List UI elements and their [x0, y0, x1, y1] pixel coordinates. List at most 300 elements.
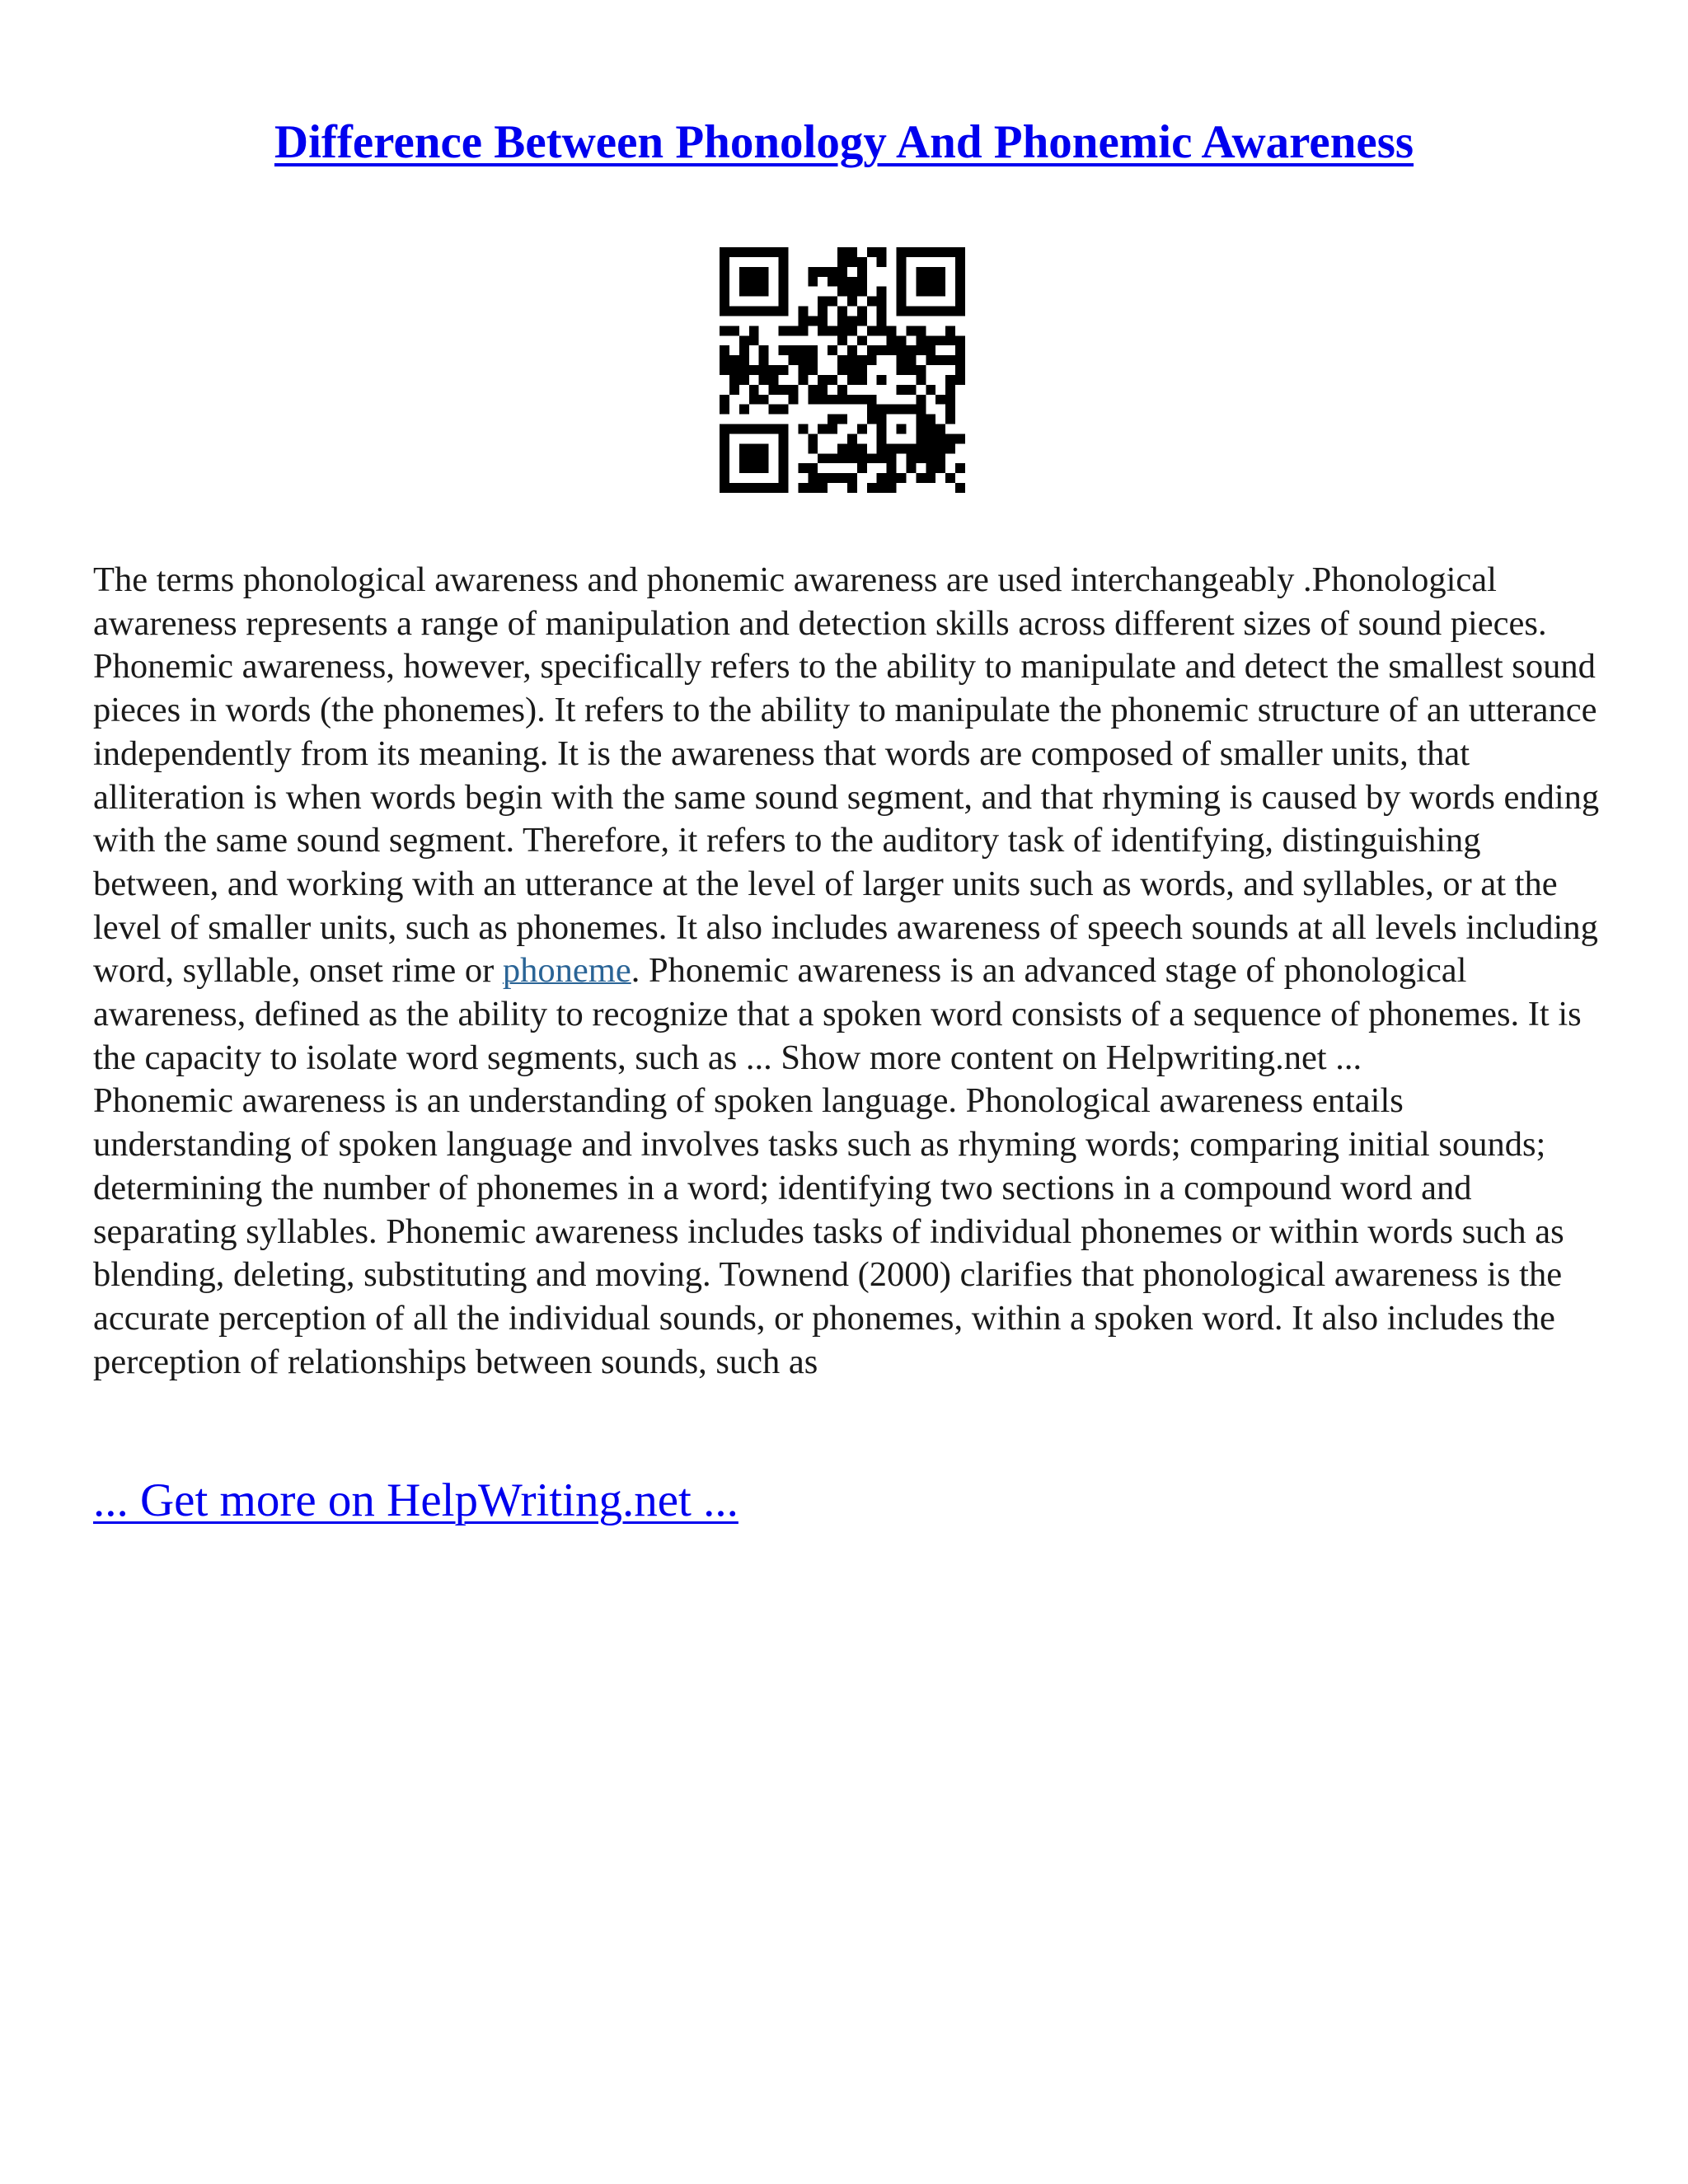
qr-module: [808, 434, 818, 443]
qr-module: [798, 463, 808, 473]
qr-module: [955, 365, 965, 375]
qr-module: [847, 483, 857, 493]
qr-module: [837, 247, 847, 257]
qr-module: [739, 247, 749, 257]
qr-module: [818, 424, 828, 434]
qr-module: [769, 365, 779, 375]
qr-module: [818, 316, 828, 326]
qr-module: [867, 483, 877, 493]
qr-module: [877, 326, 887, 335]
qr-module: [749, 385, 759, 395]
qr-module: [749, 365, 759, 375]
qr-module: [720, 483, 729, 493]
paragraph-2: Phonemic awareness is an understanding of spoken language. Phonological awareness entails understanding of spoken language and involves tasks such as rhyming words; comparing initial sounds; determining the number of phonemes in a word; identifying two sections in a compound word and separating syllables. Phonemic awareness includes tasks of individual phonemes or within words such as blending, deleting, substituting and moving. Townend (2000) clarifies that phonological awareness is the accurate perception of all the individual sounds, or phonemes, within a spoken word. It also includes the perception of relationships between sounds, such as: [93, 1081, 1564, 1381]
qr-module: [788, 355, 798, 365]
qr-module: [887, 453, 897, 463]
qr-module: [897, 307, 907, 316]
qr-module: [720, 345, 729, 355]
qr-module: [828, 345, 837, 355]
qr-module: [837, 355, 847, 365]
qr-module: [916, 415, 926, 424]
qr-module: [729, 424, 739, 434]
qr-module: [749, 395, 759, 405]
qr-module: [769, 483, 779, 493]
qr-module: [935, 453, 945, 463]
qr-module: [877, 257, 887, 267]
qr-module: [779, 297, 789, 307]
qr-module: [955, 355, 965, 365]
qr-module: [877, 405, 887, 415]
qr-module: [857, 267, 867, 277]
qr-module: [769, 307, 779, 316]
qr-module: [897, 287, 907, 297]
qr-module: [847, 365, 857, 375]
qr-module: [926, 335, 935, 345]
qr-module: [935, 463, 945, 473]
qr-module: [759, 453, 769, 463]
qr-module: [818, 375, 828, 385]
qr-module: [828, 424, 837, 434]
qr-module: [847, 277, 857, 287]
qr-module: [798, 316, 808, 326]
qr-module: [877, 297, 887, 307]
qr-module: [926, 453, 935, 463]
qr-module: [739, 453, 749, 463]
qr-module: [759, 307, 769, 316]
qr-module: [798, 326, 808, 335]
qr-module: [779, 424, 789, 434]
qr-module: [720, 326, 729, 335]
qr-module: [867, 355, 877, 365]
qr-module: [897, 385, 907, 395]
qr-module: [916, 267, 926, 277]
qr-module: [926, 385, 935, 395]
qr-module: [955, 257, 965, 267]
qr-module: [906, 463, 916, 473]
qr-module: [739, 287, 749, 297]
qr-module: [739, 365, 749, 375]
qr-module: [857, 316, 867, 326]
qr-module: [847, 395, 857, 405]
qr-module: [779, 345, 789, 355]
qr-module: [798, 365, 808, 375]
qr-module: [828, 473, 837, 483]
qr-module: [877, 434, 887, 443]
qr-module: [798, 424, 808, 434]
qr-module: [828, 277, 837, 287]
qr-module: [897, 297, 907, 307]
qr-module: [779, 277, 789, 287]
qr-code-graphic: [720, 247, 965, 493]
qr-module: [759, 365, 769, 375]
qr-module: [749, 267, 759, 277]
qr-module: [877, 247, 887, 257]
qr-module: [926, 267, 935, 277]
qr-module: [818, 267, 828, 277]
qr-module: [955, 307, 965, 316]
qr-module: [798, 345, 808, 355]
qr-module: [877, 473, 887, 483]
qr-module: [955, 463, 965, 473]
qr-module: [739, 424, 749, 434]
qr-module: [847, 297, 857, 307]
qr-module: [945, 405, 955, 415]
qr-module: [739, 267, 749, 277]
qr-module: [877, 375, 887, 385]
qr-module: [788, 385, 798, 395]
qr-module: [916, 287, 926, 297]
qr-code-icon[interactable]: [720, 247, 965, 493]
qr-module: [837, 267, 847, 277]
qr-module: [739, 375, 749, 385]
qr-module: [779, 287, 789, 297]
qr-module: [877, 443, 887, 453]
qr-module: [916, 453, 926, 463]
qr-module: [867, 395, 877, 405]
qr-module: [916, 307, 926, 316]
qr-module: [887, 335, 897, 345]
qr-module: [808, 365, 818, 375]
qr-module: [720, 395, 729, 405]
qr-module: [749, 483, 759, 493]
paragraph-1: [93, 559, 1601, 1080]
qr-module: [926, 355, 935, 365]
qr-module: [906, 443, 916, 453]
paragraph-1-continuation: . Phonemic awareness is an advanced stage of phonological awareness, defined as the ability to recognize that a spoken word consists of a sequence of phonemes. It is the capacity to isolate word segments, such as ... Show more content on Helpwriting.net ...: [93, 951, 1582, 1077]
qr-module: [749, 463, 759, 473]
qr-module: [897, 267, 907, 277]
qr-module: [916, 473, 926, 483]
qr-module: [857, 307, 867, 316]
qr-module: [779, 473, 789, 483]
title-link[interactable]: Difference Between Phonology And Phonemic Awareness: [274, 116, 1414, 168]
qr-module: [945, 473, 955, 483]
qr-module: [808, 443, 818, 453]
qr-module: [759, 355, 769, 365]
qr-module: [720, 277, 729, 287]
qr-module: [720, 355, 729, 365]
qr-module: [857, 277, 867, 287]
qr-module: [857, 424, 867, 434]
qr-module: [945, 375, 955, 385]
paragraph-1-text: The terms phonological awareness and phonemic awareness are used interchangeably .Phonological awareness represents a range of manipulation and detection skills across different sizes of sound pieces. Phonemic awareness, however, specifically refers to the ability to manipulate and detect the smallest sound pieces in words (the phonemes). It refers to the ability to manipulate the phonemic structure of an utterance independently from its meaning. It is the awareness that words are composed of smaller units, that alliteration is when words begin with the same sound segment, and that rhyming is caused by words ending with the same sound segment. Therefore, it refers to the auditory task of identifying, distinguishing between, and working with an utterance at the level of larger units such as words, and syllables, or at the level of smaller units, such as phonemes. It also includes awareness of speech sounds at all levels including word, syllable, onset rime or: [93, 560, 1600, 991]
qr-module: [779, 483, 789, 493]
qr-module: [935, 424, 945, 434]
qr-module: [857, 375, 867, 385]
qr-module: [759, 375, 769, 385]
qr-module: [945, 415, 955, 424]
qr-module: [945, 326, 955, 335]
qr-module: [837, 365, 847, 375]
qr-module: [935, 307, 945, 316]
qr-module: [877, 424, 887, 434]
qr-module: [837, 385, 847, 395]
qr-module: [935, 267, 945, 277]
qr-module: [935, 277, 945, 287]
qr-module: [749, 326, 759, 335]
qr-module: [808, 345, 818, 355]
qr-module: [779, 434, 789, 443]
qr-module: [867, 415, 877, 424]
qr-module: [759, 247, 769, 257]
qr-module: [720, 463, 729, 473]
qr-module: [739, 443, 749, 453]
qr-module: [720, 287, 729, 297]
qr-module: [828, 297, 837, 307]
qr-module: [847, 257, 857, 267]
qr-module: [818, 307, 828, 316]
qr-module: [779, 365, 789, 375]
qr-module: [798, 483, 808, 493]
qr-module: [945, 385, 955, 395]
qr-module: [720, 365, 729, 375]
qr-module: [906, 247, 916, 257]
qr-module: [955, 287, 965, 297]
qr-module: [877, 345, 887, 355]
qr-module: [729, 483, 739, 493]
qr-module: [847, 453, 857, 463]
qr-module: [720, 434, 729, 443]
qr-module: [837, 257, 847, 267]
qr-module: [749, 277, 759, 287]
qr-module: [916, 424, 926, 434]
qr-module: [916, 326, 926, 335]
qr-module: [798, 355, 808, 365]
qr-module: [828, 326, 837, 335]
phoneme-link[interactable]: phoneme: [502, 951, 631, 991]
qr-module: [916, 345, 926, 355]
qr-module: [779, 257, 789, 267]
qr-module: [916, 434, 926, 443]
qr-module: [788, 395, 798, 405]
qr-module: [906, 453, 916, 463]
qr-module: [916, 443, 926, 453]
qr-module: [926, 247, 935, 257]
qr-module: [926, 415, 935, 424]
qr-module: [720, 297, 729, 307]
qr-module: [729, 365, 739, 375]
qr-module: [877, 483, 887, 493]
qr-module: [720, 424, 729, 434]
qr-module: [857, 453, 867, 463]
qr-module: [749, 453, 759, 463]
qr-module: [828, 415, 837, 424]
qr-module: [877, 415, 887, 424]
qr-module: [720, 405, 729, 415]
qr-module: [847, 316, 857, 326]
qr-module: [916, 335, 926, 345]
qr-module: [867, 405, 877, 415]
qr-module: [906, 307, 916, 316]
qr-module: [926, 287, 935, 297]
qr-module: [759, 287, 769, 297]
qr-module: [935, 247, 945, 257]
qr-module: [935, 355, 945, 365]
qr-module: [798, 307, 808, 316]
qr-module: [720, 307, 729, 316]
qr-module: [749, 307, 759, 316]
qr-module: [759, 443, 769, 453]
qr-module: [759, 463, 769, 473]
qr-module: [916, 405, 926, 415]
qr-module: [945, 307, 955, 316]
qr-module: [720, 473, 729, 483]
qr-module: [945, 355, 955, 365]
qr-module: [739, 335, 749, 345]
qr-module: [916, 365, 926, 375]
qr-module: [808, 463, 818, 473]
qr-module: [749, 287, 759, 297]
qr-module: [769, 424, 779, 434]
qr-module: [955, 483, 965, 493]
qr-module: [749, 247, 759, 257]
qr-module: [729, 355, 739, 365]
qr-module: [749, 335, 759, 345]
qr-module: [847, 345, 857, 355]
qr-module: [867, 345, 877, 355]
qr-module: [955, 375, 965, 385]
qr-module: [837, 473, 847, 483]
qr-module: [837, 453, 847, 463]
qr-module: [897, 257, 907, 267]
qr-module: [906, 345, 916, 355]
qr-module: [769, 385, 779, 395]
qr-module: [955, 434, 965, 443]
qr-module: [887, 345, 897, 355]
qr-module: [847, 247, 857, 257]
qr-module: [887, 326, 897, 335]
qr-module: [739, 463, 749, 473]
qr-module: [779, 453, 789, 463]
qr-module: [867, 326, 877, 335]
qr-module: [759, 395, 769, 405]
qr-module: [720, 267, 729, 277]
qr-module: [857, 365, 867, 375]
qr-module: [887, 463, 897, 473]
qr-module: [808, 355, 818, 365]
qr-module: [945, 335, 955, 345]
qr-module: [739, 483, 749, 493]
qr-module: [759, 267, 769, 277]
qr-module: [916, 277, 926, 287]
qr-module: [897, 355, 907, 365]
qr-module: [837, 395, 847, 405]
qr-module: [926, 345, 935, 355]
qr-module: [749, 443, 759, 453]
qr-module: [926, 473, 935, 483]
get-more-link-line: [93, 1472, 738, 1530]
qr-module: [837, 277, 847, 287]
qr-module: [847, 443, 857, 453]
qr-module: [857, 257, 867, 267]
qr-module: [857, 335, 867, 345]
qr-module: [739, 277, 749, 287]
qr-module: [847, 326, 857, 335]
qr-module: [857, 395, 867, 405]
qr-module: [837, 316, 847, 326]
qr-module: [945, 395, 955, 405]
qr-module: [729, 385, 739, 395]
qr-module: [906, 385, 916, 395]
qr-module: [935, 395, 945, 405]
qr-module: [720, 257, 729, 267]
get-more-link[interactable]: ... Get more on HelpWriting.net ...: [93, 1474, 738, 1526]
qr-module: [955, 335, 965, 345]
qr-module: [837, 326, 847, 335]
qr-module: [847, 375, 857, 385]
qr-module: [935, 287, 945, 297]
qr-module: [935, 434, 945, 443]
article-body: [93, 559, 1601, 1384]
qr-module: [857, 463, 867, 473]
qr-module: [739, 405, 749, 415]
qr-module: [897, 473, 907, 483]
qr-module: [945, 247, 955, 257]
qr-module: [828, 375, 837, 385]
qr-module: [739, 307, 749, 316]
qr-module: [837, 287, 847, 297]
qr-module: [818, 483, 828, 493]
qr-module: [808, 385, 818, 395]
qr-module: [867, 247, 877, 257]
qr-module: [788, 326, 798, 335]
page-title: [0, 114, 1688, 171]
qr-module: [926, 277, 935, 287]
qr-module: [906, 326, 916, 335]
qr-module: [857, 287, 867, 297]
qr-module: [847, 287, 857, 297]
qr-module: [720, 443, 729, 453]
qr-module: [897, 424, 907, 434]
qr-module: [867, 297, 877, 307]
qr-module: [808, 395, 818, 405]
qr-module: [779, 385, 789, 395]
qr-module: [837, 415, 847, 424]
qr-module: [808, 473, 818, 483]
qr-module: [847, 434, 857, 443]
qr-module: [877, 453, 887, 463]
qr-module: [897, 405, 907, 415]
qr-module: [935, 443, 945, 453]
qr-module: [749, 424, 759, 434]
qr-module: [788, 345, 798, 355]
qr-module: [897, 443, 907, 453]
qr-module: [906, 355, 916, 365]
qr-module: [808, 316, 818, 326]
qr-module: [847, 355, 857, 365]
qr-module: [945, 443, 955, 453]
qr-module: [926, 443, 935, 453]
qr-module: [720, 453, 729, 463]
qr-module: [779, 463, 789, 473]
qr-module: [887, 483, 897, 493]
qr-module: [779, 443, 789, 453]
qr-module: [779, 307, 789, 316]
qr-module: [887, 473, 897, 483]
qr-module: [945, 434, 955, 443]
qr-module: [916, 395, 926, 405]
qr-module: [759, 424, 769, 434]
qr-module: [828, 395, 837, 405]
qr-module: [779, 326, 789, 335]
qr-module: [828, 267, 837, 277]
qr-module: [877, 287, 887, 297]
qr-module: [769, 405, 779, 415]
qr-module: [857, 443, 867, 453]
qr-module: [926, 463, 935, 473]
qr-module: [759, 345, 769, 355]
qr-module: [828, 453, 837, 463]
